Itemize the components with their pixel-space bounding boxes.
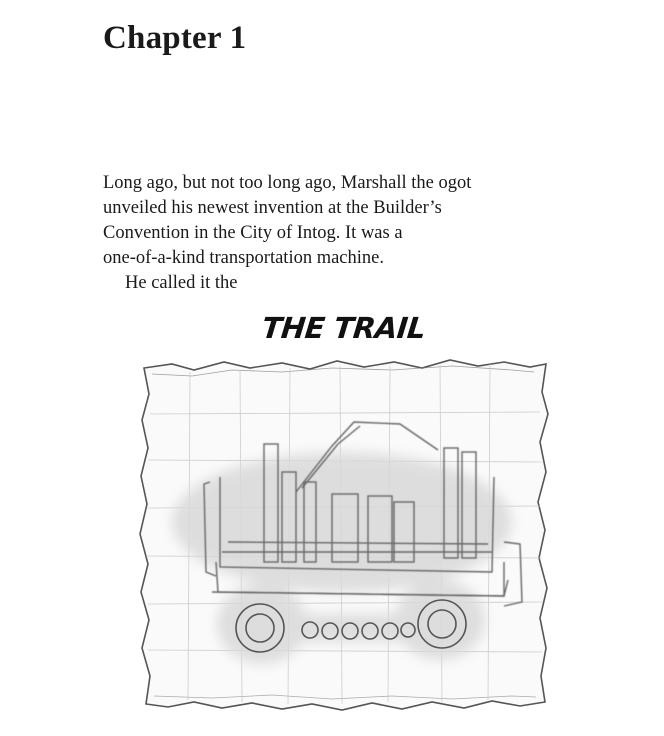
story-line: unveiled his newest invention at the Builder’s	[103, 198, 442, 218]
story-second-paragraph: He called it the	[125, 273, 238, 293]
machine-name-title: THE TRAIL	[260, 311, 428, 345]
chapter-title: Chapter 1	[103, 20, 247, 56]
story-line: Convention in the City of Intog. It was a	[103, 223, 403, 243]
machine-sketch-icon	[132, 352, 557, 716]
story-line: one-of-a-kind transportation machine.	[103, 248, 384, 268]
story-line: Long ago, but not too long ago, Marshall the ogot	[103, 173, 472, 193]
story-text	[103, 171, 573, 296]
